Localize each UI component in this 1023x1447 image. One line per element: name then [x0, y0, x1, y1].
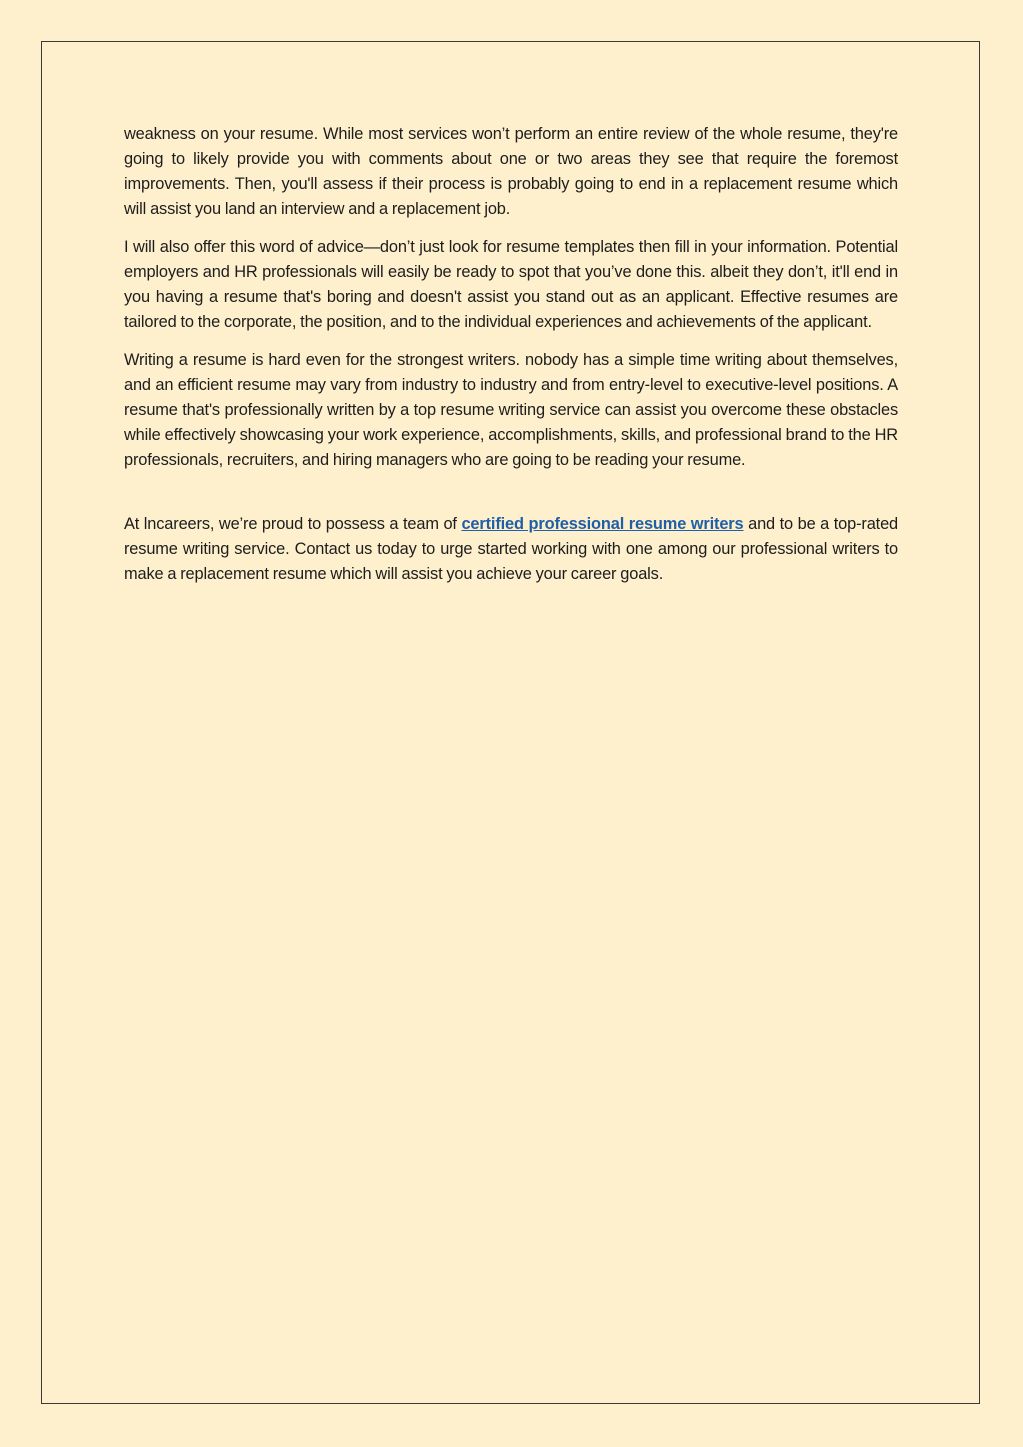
certified-writers-link[interactable]: certified professional resume writers	[461, 515, 744, 533]
document-body	[124, 122, 898, 600]
paragraph-writing-resume: Writing a resume is hard even for the strongest writers. nobody has a simple time writing about themselves, and an efficient resume may vary from industry to industry and from entry-level to executive-level positions. A resume that's professionally written by a top resume writing service can assist you overcome these obstacles while effectively showcasing your work experience, accomplishments, skills, and professional brand to the HR professionals, recruiters, and hiring managers who are going to be reading your resume.	[124, 351, 898, 469]
closing-text-start: At lncareers, we’re proud to possess a team of	[124, 515, 462, 533]
paragraph-advice: I will also offer this word of advice—don’t just look for resume templates then fill in your information. Potential employers and HR professionals will easily be ready to spot that you’ve done this. albeit they don’t, it'll end in you having a resume that's boring and doesn't assist you stand out as an applicant. Effective resumes are tailored to the corporate, the position, and to the individual experiences and achievements of the applicant.	[124, 238, 898, 331]
paragraph-weakness: weakness on your resume. While most services won’t perform an entire review of the whole resume, they're going to likely provide you with comments about one or two areas they see that require the foremost improvements. Then, you'll assess if their process is probably going to end in a replacement resume which will assist you land an interview and a replacement job.	[124, 125, 898, 218]
paragraph-closing	[124, 512, 898, 587]
closing-text-end: and to be a top-rated resume writing service. Contact us today to urge started working with one among our professional writers to make a replacement resume which will assist you achieve your career goals.	[124, 515, 899, 583]
